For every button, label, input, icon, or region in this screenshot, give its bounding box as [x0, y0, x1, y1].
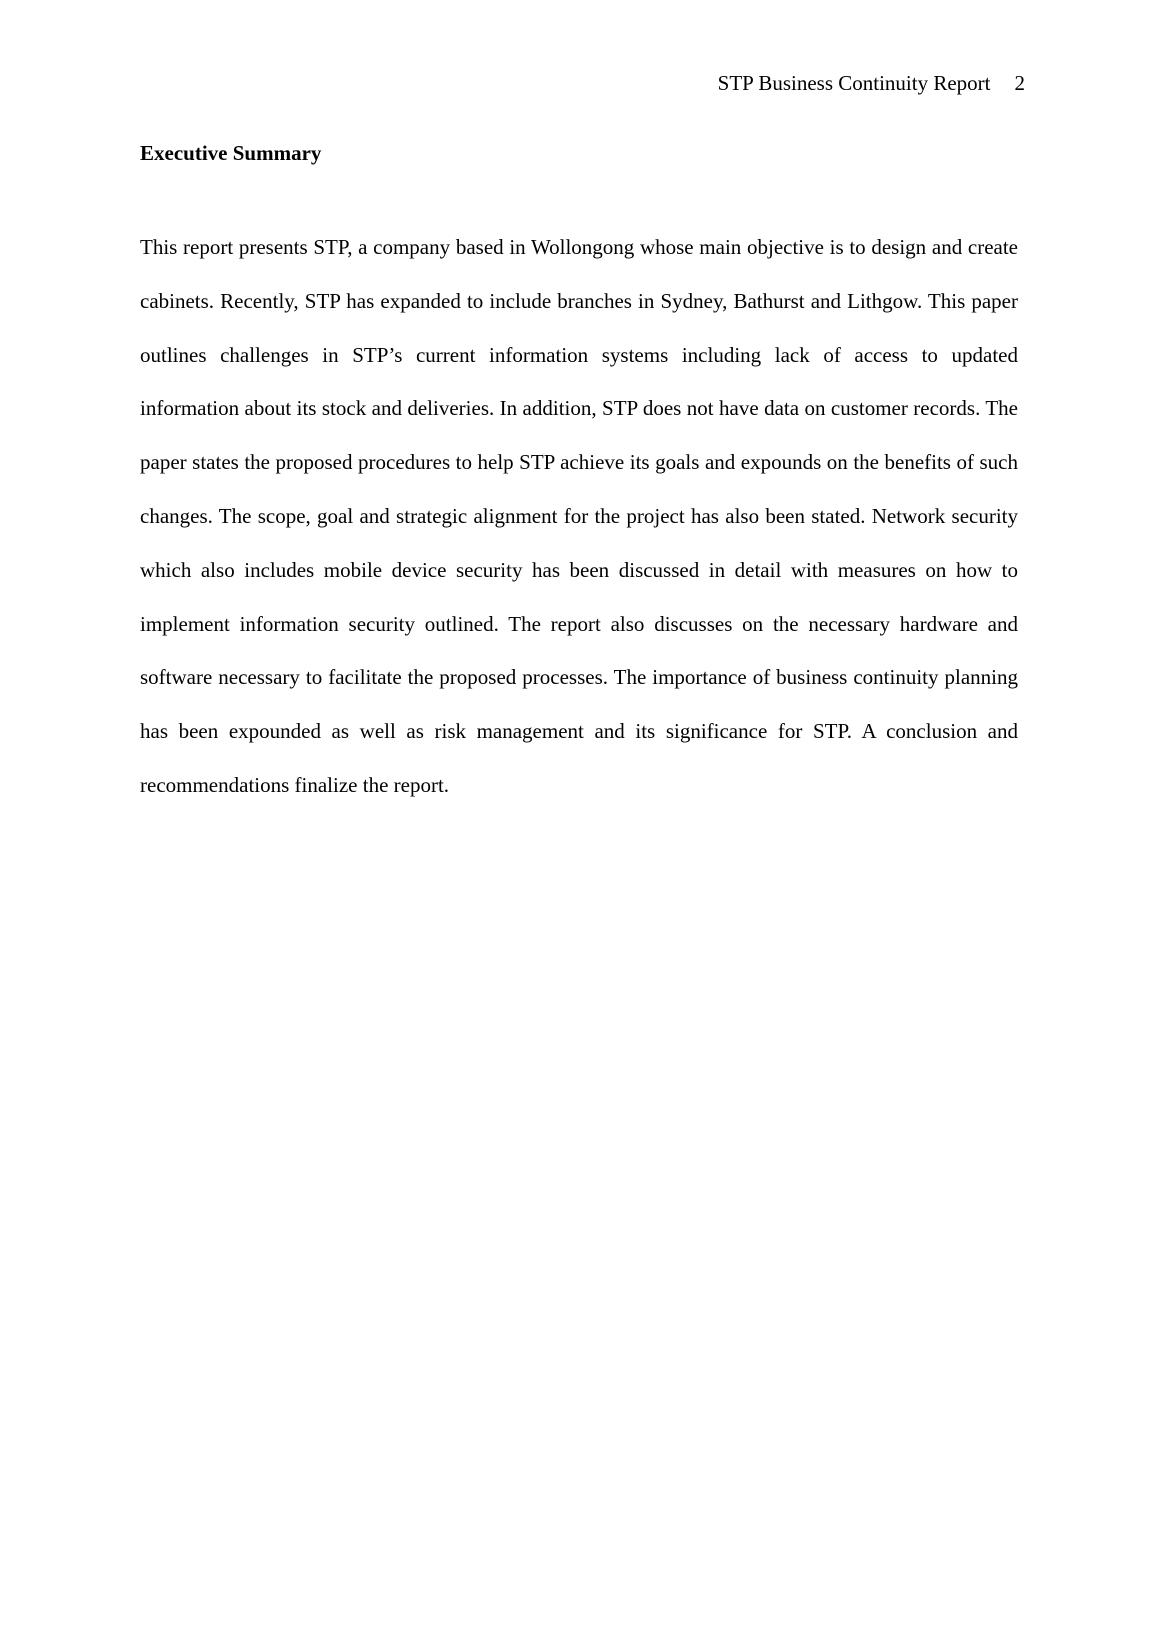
- page-number: 2: [1014, 71, 1025, 95]
- running-header: [718, 70, 1025, 96]
- summary-paragraph: This report presents STP, a company based in Wollongong whose main objective is to design and create cabinets. Recently, STP has expanded to include branches in Sydney, Bathurst and Lithgow. This paper outlines challenges in STP’s current information systems including lack of access to updated information about its stock and deliveries. In addition, STP does not have data on customer records. The paper states the proposed procedures to help STP achieve its goals and expounds on the benefits of such changes. The scope, goal and strategic alignment for the project has also been stated. Network security which also includes mobile device security has been discussed in detail with measures on how to implement information security outlined. The report also discusses on the necessary hardware and software necessary to facilitate the proposed processes. The importance of business continuity planning has been expounded as well as risk management and its significance for STP. A conclusion and recommendations finalize the report.: [140, 235, 1018, 797]
- section-heading: Executive Summary: [140, 141, 322, 165]
- running-title: STP Business Continuity Report: [717, 71, 991, 95]
